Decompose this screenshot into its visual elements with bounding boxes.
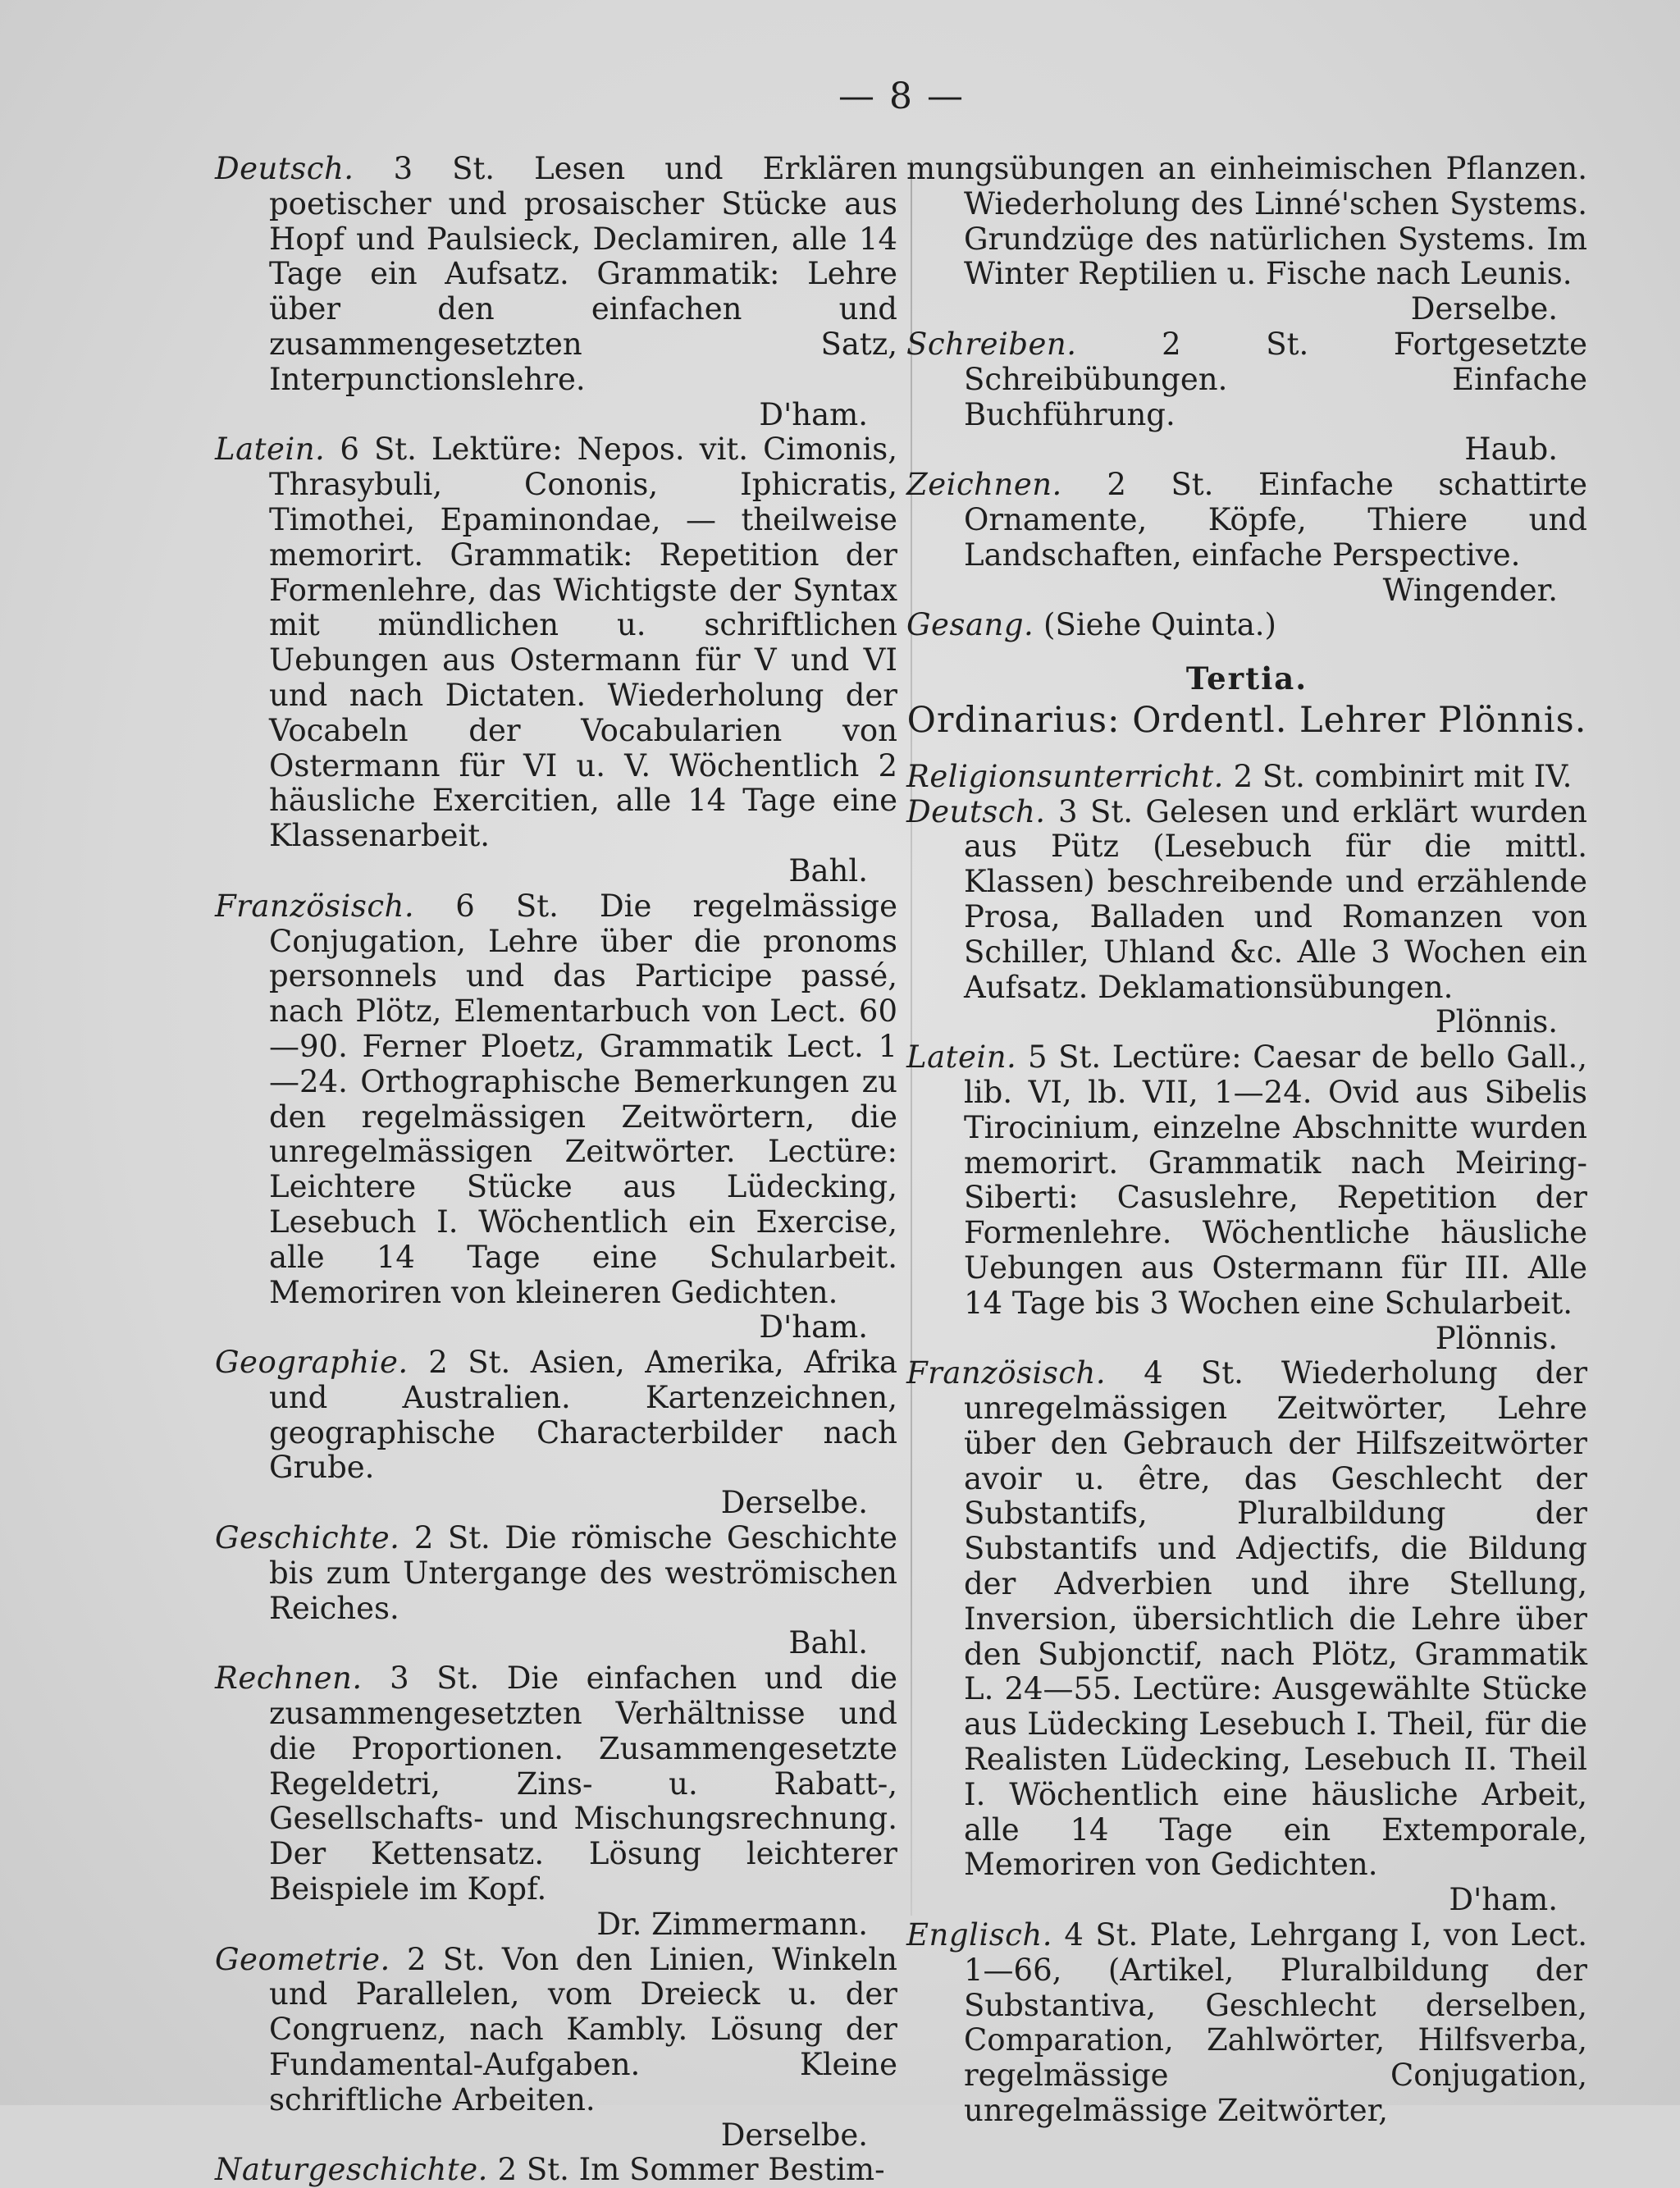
subject-entry — [215, 432, 897, 888]
subject-entry — [906, 1918, 1587, 2129]
subject-name: Französisch. — [215, 888, 415, 924]
subject-entry — [906, 327, 1587, 468]
section-title: Tertia. — [1185, 660, 1308, 697]
subject-name: Geographie. — [215, 1345, 409, 1381]
teacher-name: D'ham. — [759, 396, 868, 432]
subject-description: 4 St. Plate, Lehrgang I, von Lect. 1—66, (Artikel, Pluralbildung der Substantiva, Geschlecht derselben, Comparation, Zahlwörter, Hilfsverba, regelmässige Conjugation, unregelmässige Zeitwörter, — [964, 1917, 1587, 2129]
subject-description: 2 St. Asien, Amerika, Afrika und Australien. Kartenzeichnen, geographische Characterbilder nach Grube. — [269, 1345, 897, 1486]
subject-entry — [906, 1356, 1587, 1918]
subject-description: 5 St. Lectüre: Caesar de bello Gall., lib. VI, lb. VII, 1—24. Ovid aus Sibelis Tirocinium, einzelne Abschnitte wurden memorirt. Grammatik nach Meiring-Siberti: Casuslehre, Repetition der Formenlehre. Wöchentliche häusliche Uebungen aus Ostermann für III. Alle 14 Tage bis 3 Wochen eine Schularbeit. — [964, 1039, 1588, 1321]
subject-description: 3 St. Lesen und Erklären poetischer und prosaischer Stücke aus Hopf und Paulsieck, Declamiren, alle 14 Tage ein Aufsatz. Grammatik: Lehre über den einfachen und zusammengesetzten Satz, Interpunctionslehre. — [269, 151, 897, 397]
teacher-name: Derselbe. — [1410, 291, 1558, 327]
subject-description: 6 St. Lektüre: Nepos. vit. Cimonis, Thrasybuli, Cononis, Iphicratis, Timothei, Epaminondae, — theilweise memorirt. Grammatik: Repetition der Formenlehre, das Wichtigste der Syntax mit mündlichen u. schriftlichen Uebungen aus Ostermann für V und VI und nach Dictaten. Wiederholung der Vocabeln der Vocabularien von Ostermann für VI u. V. Wöchentlich 2 häusliche Exercitien, alle 14 Tage eine Klassenarbeit. — [269, 432, 897, 854]
subject-description: mungsübungen an einheimischen Pflanzen. Wiederholung des Linné'schen Systems. Grundzüge des natürlichen Systems. Im Winter Reptilien u. Fische nach Leunis. — [906, 151, 1587, 292]
subject-entry — [215, 889, 897, 1345]
right-column-bottom — [906, 760, 1587, 2129]
subject-entry — [906, 760, 1587, 795]
teacher-name: Plönnis. — [1435, 1320, 1558, 1356]
subject-description: 3 St. Gelesen und erklärt wurden aus Pütz (Lesebuch für die mittl. Klassen) beschreibende und erzählende Prosa, Balladen und Romanzen von Schiller, Uhland &c. Alle 3 Wochen ein Aufsatz. Deklamationsübungen. — [964, 793, 1587, 1005]
teacher-name: Derselbe. — [720, 2117, 868, 2153]
teacher-name: Derselbe. — [720, 1485, 868, 1521]
subject-name: Religionsunterricht. — [906, 758, 1224, 794]
subject-name: Latein. — [215, 432, 326, 468]
page-number: — 8 — — [838, 75, 965, 117]
right-column-top — [906, 152, 1587, 643]
ordinarius-line: Ordinarius: Ordentl. Lehrer Plönnis. — [906, 699, 1587, 741]
subject-entry — [215, 152, 897, 432]
subject-name: Geschichte. — [215, 1520, 400, 1556]
subject-description: 2 St. Im Sommer Bestim- — [497, 2152, 885, 2188]
subject-entry — [215, 2153, 897, 2188]
subject-name: Naturgeschichte. — [215, 2152, 488, 2188]
subject-entry — [906, 468, 1587, 608]
subject-name: Gesang. — [906, 607, 1034, 643]
subject-entry — [215, 1345, 897, 1521]
teacher-name: D'ham. — [1449, 1882, 1558, 1918]
teacher-name: Haub. — [1464, 432, 1558, 468]
teacher-name: D'ham. — [759, 1309, 868, 1345]
subject-name: Geometrie. — [215, 1941, 390, 1977]
teacher-name: Bahl. — [788, 852, 868, 888]
subject-description: 2 St. Fortgesetzte Schreibübungen. Einfache Buchführung. — [964, 326, 1587, 432]
teacher-name: Plönnis. — [1435, 1004, 1558, 1040]
subject-name: Rechnen. — [215, 1660, 363, 1697]
subject-entry — [906, 795, 1587, 1041]
subject-entry — [906, 608, 1587, 643]
subject-name: Zeichnen. — [906, 467, 1062, 503]
teacher-name: Wingender. — [1382, 572, 1558, 608]
subject-name: Französisch. — [906, 1355, 1107, 1391]
subject-description: 6 St. Die regelmässige Conjugation, Lehre über die pronoms personnels und das Participe passé, nach Plötz, Elementarbuch von Lect. 60—90. Ferner Ploetz, Grammatik Lect. 1—24. Orthographische Bemerkungen zu den regelmässigen Zeitwörtern, die unregelmässigen Zeitwörter. Lectüre: Leichtere Stücke aus Lüdecking, Lesebuch I. Wöchentlich ein Exercise, alle 14 Tage eine Schularbeit. Memoriren von kleineren Gedichten. — [269, 888, 897, 1310]
subject-name: Deutsch. — [906, 793, 1046, 829]
subject-description: 2 St. Die römische Geschichte bis zum Untergange des weströmischen Reiches. — [269, 1520, 898, 1626]
subject-description: (Siehe Quinta.) — [1043, 607, 1276, 643]
teacher-name: Dr. Zimmermann. — [596, 1906, 868, 1942]
left-column — [215, 152, 897, 2188]
subject-entry — [906, 152, 1587, 327]
subject-name: Latein. — [906, 1039, 1017, 1076]
subject-name: Schreiben. — [906, 326, 1077, 362]
subject-description: 4 St. Wiederholung der unregelmässigen Zeitwörter, Lehre über den Gebrauch der Hilfszeitwörter avoir u. être, das Geschlecht der Substantifs, Pluralbildung der Substantifs und Adjectifs, die Bildung der Adverbien und ihre Stellung, Inversion, übersichtlich die Lehre über den Subjonctif, nach Plötz, Grammatik L. 24—55. Lectüre: Ausgewählte Stücke aus Lüdecking Lesebuch I. Theil, für die Realisten Lüdecking, Lesebuch II. Theil I. Wöchentlich eine häusliche Arbeit, alle 14 Tage ein Extemporale, Memoriren von Gedichten. — [964, 1355, 1588, 1883]
subject-description: 2 St. Einfache schattirte Ornamente, Köpfe, Thiere und Landschaften, einfache Perspective. — [964, 467, 1587, 573]
teacher-name: Bahl. — [788, 1625, 868, 1661]
subject-description: 2 St. combinirt mit IV. — [1233, 758, 1573, 794]
subject-entry — [215, 1521, 897, 1661]
subject-description: 2 St. Von den Linien, Winkeln und Parallelen, vom Dreieck u. der Congruenz, nach Kambly. Lösung der Fundamental-Aufgaben. Kleine schriftliche Arbeiten. — [269, 1941, 897, 2117]
subject-entry — [215, 1661, 897, 1942]
right-column — [906, 152, 1587, 2129]
subject-description: 3 St. Die einfachen und die zusammengesetzten Verhältnisse und die Proportionen. Zusammengesetzte Regeldetri, Zins- u. Rabatt-, Gesellschafts- und Mischungsrechnung. Der Kettensatz. Lösung leichterer Beispiele im Kopf. — [269, 1660, 898, 1907]
subject-entry — [215, 1943, 897, 2154]
subject-entry — [906, 1040, 1587, 1356]
subject-name: Deutsch. — [215, 151, 354, 186]
subject-name: Englisch. — [906, 1917, 1052, 1953]
